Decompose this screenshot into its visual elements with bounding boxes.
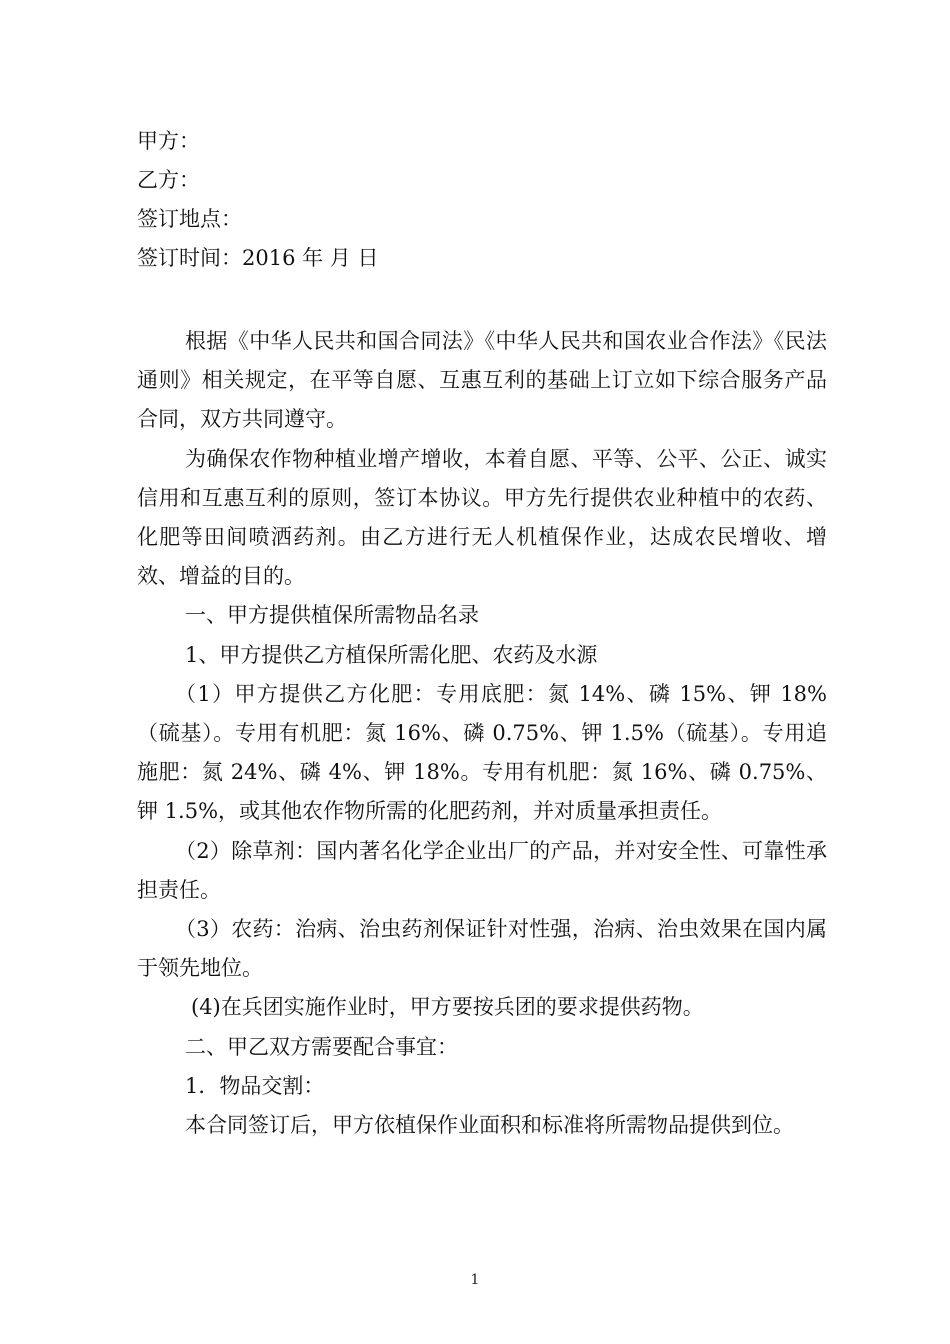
clause-1-item-3: （3）农药：治病、治虫药剂保证针对性强，治病、治虫效果在国内属于领先地位。 [137,917,827,981]
clause-2-1-text: 本合同签订后，甲方依植保作业面积和标准将所需物品提供到位。 [185,1113,794,1138]
contract-header [137,122,817,278]
clause-1-item-2: （2）除草剂：国内著名化学企业出厂的产品，并对安全性、可靠性承担责任。 [137,838,827,902]
clause-1-item-1: （1）甲方提供乙方化肥：专用底肥：氮 14%、磷 15%、钾 18%（硫基）。专用有机肥：氮 16%、磷 0.75%、钾 1.5%（硫基）。专用追施肥：氮 24%、磷 4%、钾 18%。专用有机肥：氮 16%、磷 0.75%、钾 1.5%，或其他农作物所需的化肥药剂，并对质量承担责任。 [137,681,827,824]
sign-time-line: 签订时间：2016 年 月 日 [137,246,379,270]
clause-1-item-4: (4)在兵团实施作业时，甲方要按兵团的要求提供药物。 [191,995,704,1020]
paragraph-purpose: 为确保农作物种植业增产增收，本着自愿、平等、公平、公正、诚实信用和互惠互利的原则，签订本协议。甲方先行提供农业种植中的农药、化肥等田间喷洒药剂。由乙方进行无人机植保作业，达成农民增收、增效、增益的目的。 [137,446,827,589]
contract-body [137,322,827,1145]
section-heading-2: 二、甲乙双方需要配合事宜： [185,1034,458,1059]
party-a-line: 甲方： [137,129,200,153]
paragraph-legal-basis: 根据《中华人民共和国合同法》《中华人民共和国农业合作法》《民法通则》相关规定，在平等自愿、互惠互利的基础上订立如下综合服务产品合同，双方共同遵守。 [137,329,827,432]
page-number: 1 [470,1272,480,1288]
sign-place-line: 签订地点： [137,207,242,231]
clause-2-1-heading: 1．物品交割： [185,1073,325,1098]
section-heading-1: 一、甲方提供植保所需物品名录 [185,603,479,628]
party-b-line: 乙方： [137,168,200,192]
clause-1: 1、甲方提供乙方植保所需化肥、农药及水源 [185,642,598,667]
